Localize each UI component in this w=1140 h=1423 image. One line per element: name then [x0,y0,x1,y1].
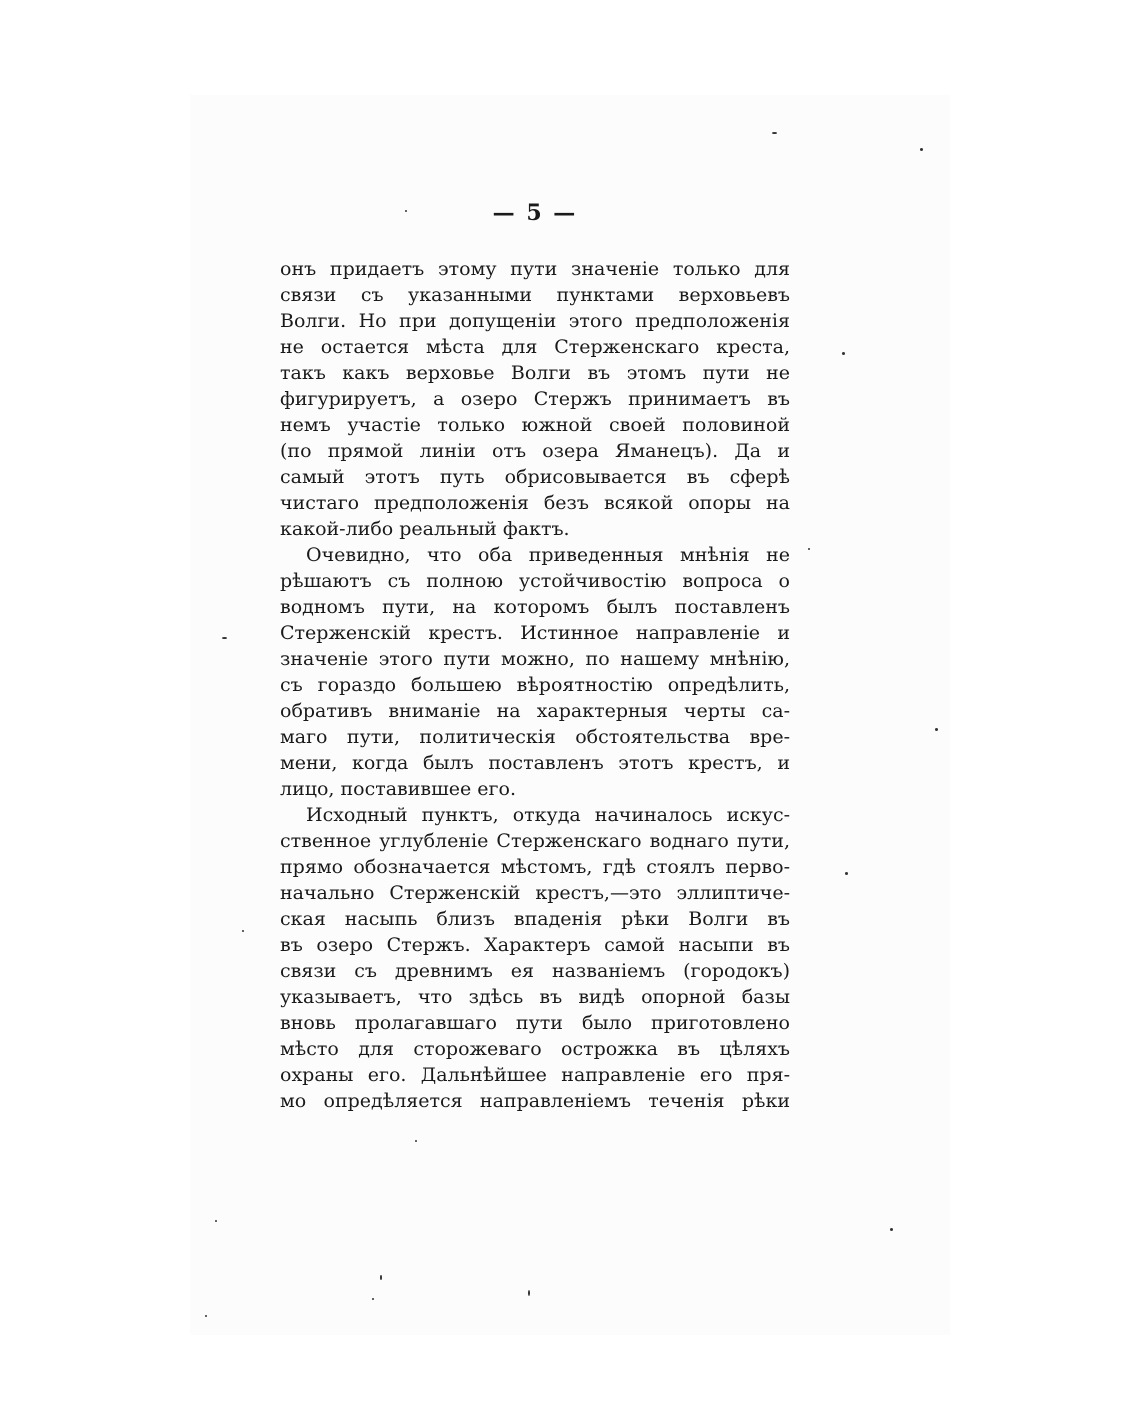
text-line: лицо, поставившее его. [280,778,516,800]
scan-speckle [242,930,244,932]
text-line: какой-либо реальный фактъ. [280,518,570,540]
scan-speckle [772,132,777,134]
text-line: Стерженскій крестъ. Истинное направленіе и [280,622,790,644]
scan-speckle [920,148,923,151]
scan-speckle [528,1290,530,1296]
text-line: обративъ вниманіе на характерныя черты са- [280,700,790,722]
scan-speckle [415,1140,417,1142]
text-line: связи съ древнимъ ея названіемъ (городокъ) [280,960,790,982]
text-line: значеніе этого пути можно, по нашему мнѣнію, [280,648,790,670]
body-text [280,256,790,1114]
text-line: съ гораздо большею вѣроятностію опредѣлить, [280,674,790,696]
text-line: такъ какъ верховье Волги въ этомъ пути не [280,362,790,384]
scan-speckle [405,210,407,212]
scan-speckle [380,1275,382,1280]
paragraph-start-line: Исходный пунктъ, откуда начиналось искус- [306,804,790,826]
text-line: въ озеро Стержъ. Характеръ самой насыпи въ [280,934,790,956]
text-line: маго пути, политическія обстоятельства вре- [280,726,790,748]
paragraph-start-line: Очевидно, что оба приведенныя мнѣнія не [306,544,790,566]
scan-speckle [935,728,938,731]
text-line: ственное углубленіе Стерженскаго воднаго пути, [280,830,790,852]
text-line: (по прямой линіи отъ озера Яманецъ). Да и [280,440,790,462]
text-line: не остается мѣста для Стерженскаго креста, [280,336,790,358]
text-line: рѣшаютъ съ полною устойчивостію вопроса о [280,570,790,592]
scan-speckle [808,548,810,550]
text-line: водномъ пути, на которомъ былъ поставленъ [280,596,790,618]
text-line: немъ участіе только южной своей половиной [280,414,790,436]
text-line: указываетъ, что здѣсь въ видѣ опорной базы [280,986,790,1008]
text-line: ская насыпь близъ впаденія рѣки Волги въ [280,908,790,930]
text-line: фигурируетъ, а озеро Стержъ принимаетъ въ [280,388,790,410]
text-line: чистаго предположенія безъ всякой опоры на [280,492,790,514]
scan-speckle [845,872,848,875]
scan-speckle [890,1228,893,1231]
page-number: — 5 — [492,200,578,226]
scan-speckle [222,637,227,639]
scan-speckle [215,1220,217,1222]
text-line: мени, когда былъ поставленъ этотъ крестъ, и [280,752,790,774]
scan-speckle [372,1298,374,1300]
text-line: мо опредѣляется направленіемъ теченія рѣки [280,1090,790,1112]
scan-speckle [842,352,845,355]
text-line: вновь пролагавшаго пути было приготовлено [280,1012,790,1034]
text-line: прямо обозначается мѣстомъ, гдѣ стоялъ перво- [280,856,790,878]
text-line: Волги. Но при допущеніи этого предположенія [280,310,790,332]
text-line: самый этотъ путь обрисовывается въ сферѣ [280,466,790,488]
text-line: начально Стерженскій крестъ,—это эллиптиче- [280,882,790,904]
text-line: мѣсто для сторожеваго острожка въ цѣляхъ [280,1038,790,1060]
scan-speckle [205,1315,207,1317]
text-line: онъ придаетъ этому пути значеніе только для [280,258,790,280]
text-line: связи съ указанными пунктами верховьевъ [280,284,790,306]
text-line: охраны его. Дальнѣйшее направленіе его пря- [280,1064,790,1086]
